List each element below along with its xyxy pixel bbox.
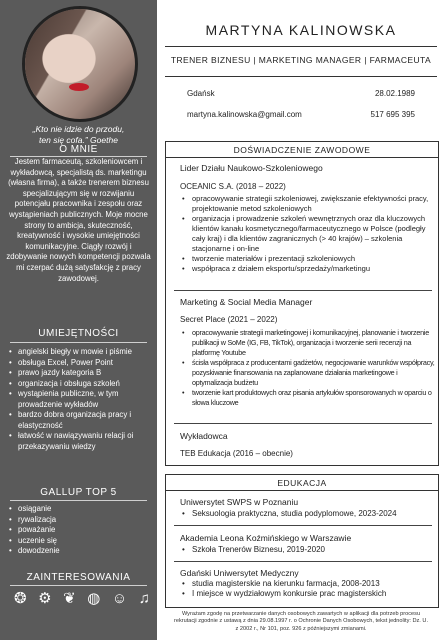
- school-details: [180, 509, 438, 519]
- list-item: • opracowywanie strategii szkoleniowej, zwiększanie efektywności pracy, projektowanie metod szkoleniowych: [180, 194, 438, 214]
- list-item: • współpraca z działem eksportu/sprzedaży/marketingu: [180, 264, 438, 274]
- plant-icon: ❦: [63, 590, 76, 607]
- list-item: • Seksuologia praktyczna, studia podyplomowe, 2023-2024: [180, 509, 438, 519]
- job-divider: [174, 423, 432, 424]
- list-item: • tworzenie materiałów i prezentacji szkoleniowych: [180, 254, 438, 264]
- meditation-icon: ☺: [111, 590, 128, 607]
- header-divider: [165, 46, 437, 47]
- gdpr-consent: Wyrażam zgodę na przetwarzanie danych osobowych zawartych w aplikacji dla potrzeb procesu rekrutacji zgodnie z ustawą z dnia 29.08.1997 r. o Ochronie Danych Osobowych, tekst jednolity: Dz. U. z 2002 r., Nr 101, poz. 926 z późniejszymi zmianami.: [173, 611, 429, 632]
- job-company: OCEANIC S.A. (2018 – 2022): [180, 182, 286, 191]
- globe-icon: ◍: [87, 590, 101, 607]
- school-divider: [174, 561, 432, 562]
- list-item: • rywalizacja: [8, 515, 154, 526]
- school-details: [180, 545, 438, 555]
- full-name: MARTYNA KALINOWSKA: [205, 22, 397, 38]
- list-item: • poważanie: [8, 525, 154, 536]
- list-item: • wystąpienia publiczne, w tym prowadzenie wykładów: [8, 389, 154, 410]
- job-company: TEB Edukacja (2016 – obecnie): [180, 449, 293, 458]
- profile-photo: [22, 6, 138, 122]
- skills-list: [8, 347, 154, 452]
- list-item: • opracowywanie strategii marketingowej i komunikacyjnej, planowanie i tworzenie publikacji w SoMe (IG, FB, TikTok), organizacja i tworzenie serii recenzji na platformę Youtube: [180, 328, 438, 358]
- list-item: • prawo jazdy kategoria B: [8, 368, 154, 379]
- job-divider: [174, 290, 432, 291]
- school-name: Uniwersytet SWPS w Poznaniu: [180, 497, 299, 507]
- job-duties: [180, 328, 438, 408]
- email-link[interactable]: martyna.kalinowska@gmail.com: [187, 110, 302, 119]
- skills-divider: [10, 342, 147, 343]
- list-item: • obsługa Excel, Power Point: [8, 358, 154, 369]
- music-icon: ♫: [138, 590, 150, 607]
- experience-title-divider: [166, 157, 438, 158]
- subtitle-divider: [165, 76, 437, 77]
- gears-icon: ⚙: [38, 590, 52, 607]
- education-title: EDUKACJA: [277, 478, 327, 488]
- list-item: • organizacja i obsługa szkoleń: [8, 379, 154, 390]
- phone-number: 517 695 395: [370, 110, 415, 119]
- gallup-divider: [10, 500, 147, 501]
- list-item: • dowodzenie: [8, 546, 154, 557]
- list-item: • organizacja i prowadzenie szkoleń wewnętrznych oraz dla kluczowych klientów kanału kosmetycznego/farmaceutycznego w Polsce (podległy cały kraj) i dla klientów zagranicznych (> 40 krajów) – szkolenia stacjonarne i on-line: [180, 214, 438, 254]
- list-item: • I miejsce w wydziałowym konkursie prac magisterskich: [180, 589, 438, 599]
- list-item: • bardzo dobra organizacja pracy i elastyczność: [8, 410, 154, 431]
- education-title-divider: [166, 490, 438, 491]
- job-position: Lider Działu Naukowo-Szkoleniowego: [180, 163, 323, 173]
- sidebar: [0, 0, 157, 640]
- about-title: O MNIE: [59, 144, 98, 155]
- school-details: [180, 579, 438, 599]
- school-name: Akademia Leona Koźmińskiego w Warszawie: [180, 533, 352, 543]
- job-titles: TRENER BIZNESU | MARKETING MANAGER | FARMACEUTA: [170, 55, 432, 65]
- quote: „Kto nie idzie do przodu, ten się cofa.” Goethe: [32, 124, 125, 145]
- job-company: Secret Place (2021 – 2022): [180, 315, 278, 324]
- list-item: • angielski biegły w mowie i piśmie: [8, 347, 154, 358]
- brain-icon: ❂: [14, 590, 27, 607]
- education-section: [165, 474, 439, 608]
- list-item: • studia magisterskie na kierunku farmacja, 2008-2013: [180, 579, 438, 589]
- school-name: Gdański Uniwersytet Medyczny: [180, 568, 299, 578]
- gallup-title: GALLUP TOP 5: [40, 487, 117, 498]
- job-position: Wykładowca: [180, 431, 228, 441]
- list-item: • uczenie się: [8, 536, 154, 547]
- about-text: Jestem farmaceutą, szkoleniowcem i wykładowcą, specjalistą ds. marketingu (własna firma), a także trenerem biznesu specjalizującym się w rozwijaniu potencjału pracownika i zespołu oraz wystąpieniach publicznych. Moje mocne strony to ambicja, skuteczność, kreatywność i wysokie umiejętności komunikacyjne. Ciągły rozwój i zdobywanie nowych kompetencji pozwala mi czerpać dużą satysfakcję z pracy zawodowej.: [6, 157, 151, 283]
- main-content: [157, 0, 445, 640]
- experience-title: DOŚWIADCZENIE ZAWODOWE: [233, 145, 371, 155]
- list-item: • tworzenie kart produktowych oraz pisania artykułów sponsorowanych w oparciu o słowa kluczowe: [180, 388, 438, 408]
- experience-section: [165, 141, 439, 466]
- city: Gdańsk: [187, 89, 215, 98]
- interests-title: ZAINTERESOWANIA: [26, 572, 131, 583]
- interests-icons: [14, 590, 150, 608]
- job-position: Marketing & Social Media Manager: [180, 297, 313, 307]
- list-item: • osiąganie: [8, 504, 154, 515]
- birth-date: 28.02.1989: [374, 89, 415, 98]
- skills-title: UMIEJĘTNOŚCI: [38, 328, 119, 339]
- school-divider: [174, 525, 432, 526]
- job-duties: [180, 194, 438, 274]
- list-item: • łatwość w nawiązywaniu relacji oi przekazywaniu wiedzy: [8, 431, 154, 452]
- gallup-list: [8, 504, 154, 557]
- interests-divider: [10, 585, 147, 586]
- list-item: • ścisła współpraca z producentami gadżetów, negocjowanie warunków współpracy, pozyskiwanie finansowania na zaplanowane działania marketingowe i optymalizacja budżetu: [180, 358, 438, 388]
- list-item: • Szkoła Trenerów Biznesu, 2019-2020: [180, 545, 438, 555]
